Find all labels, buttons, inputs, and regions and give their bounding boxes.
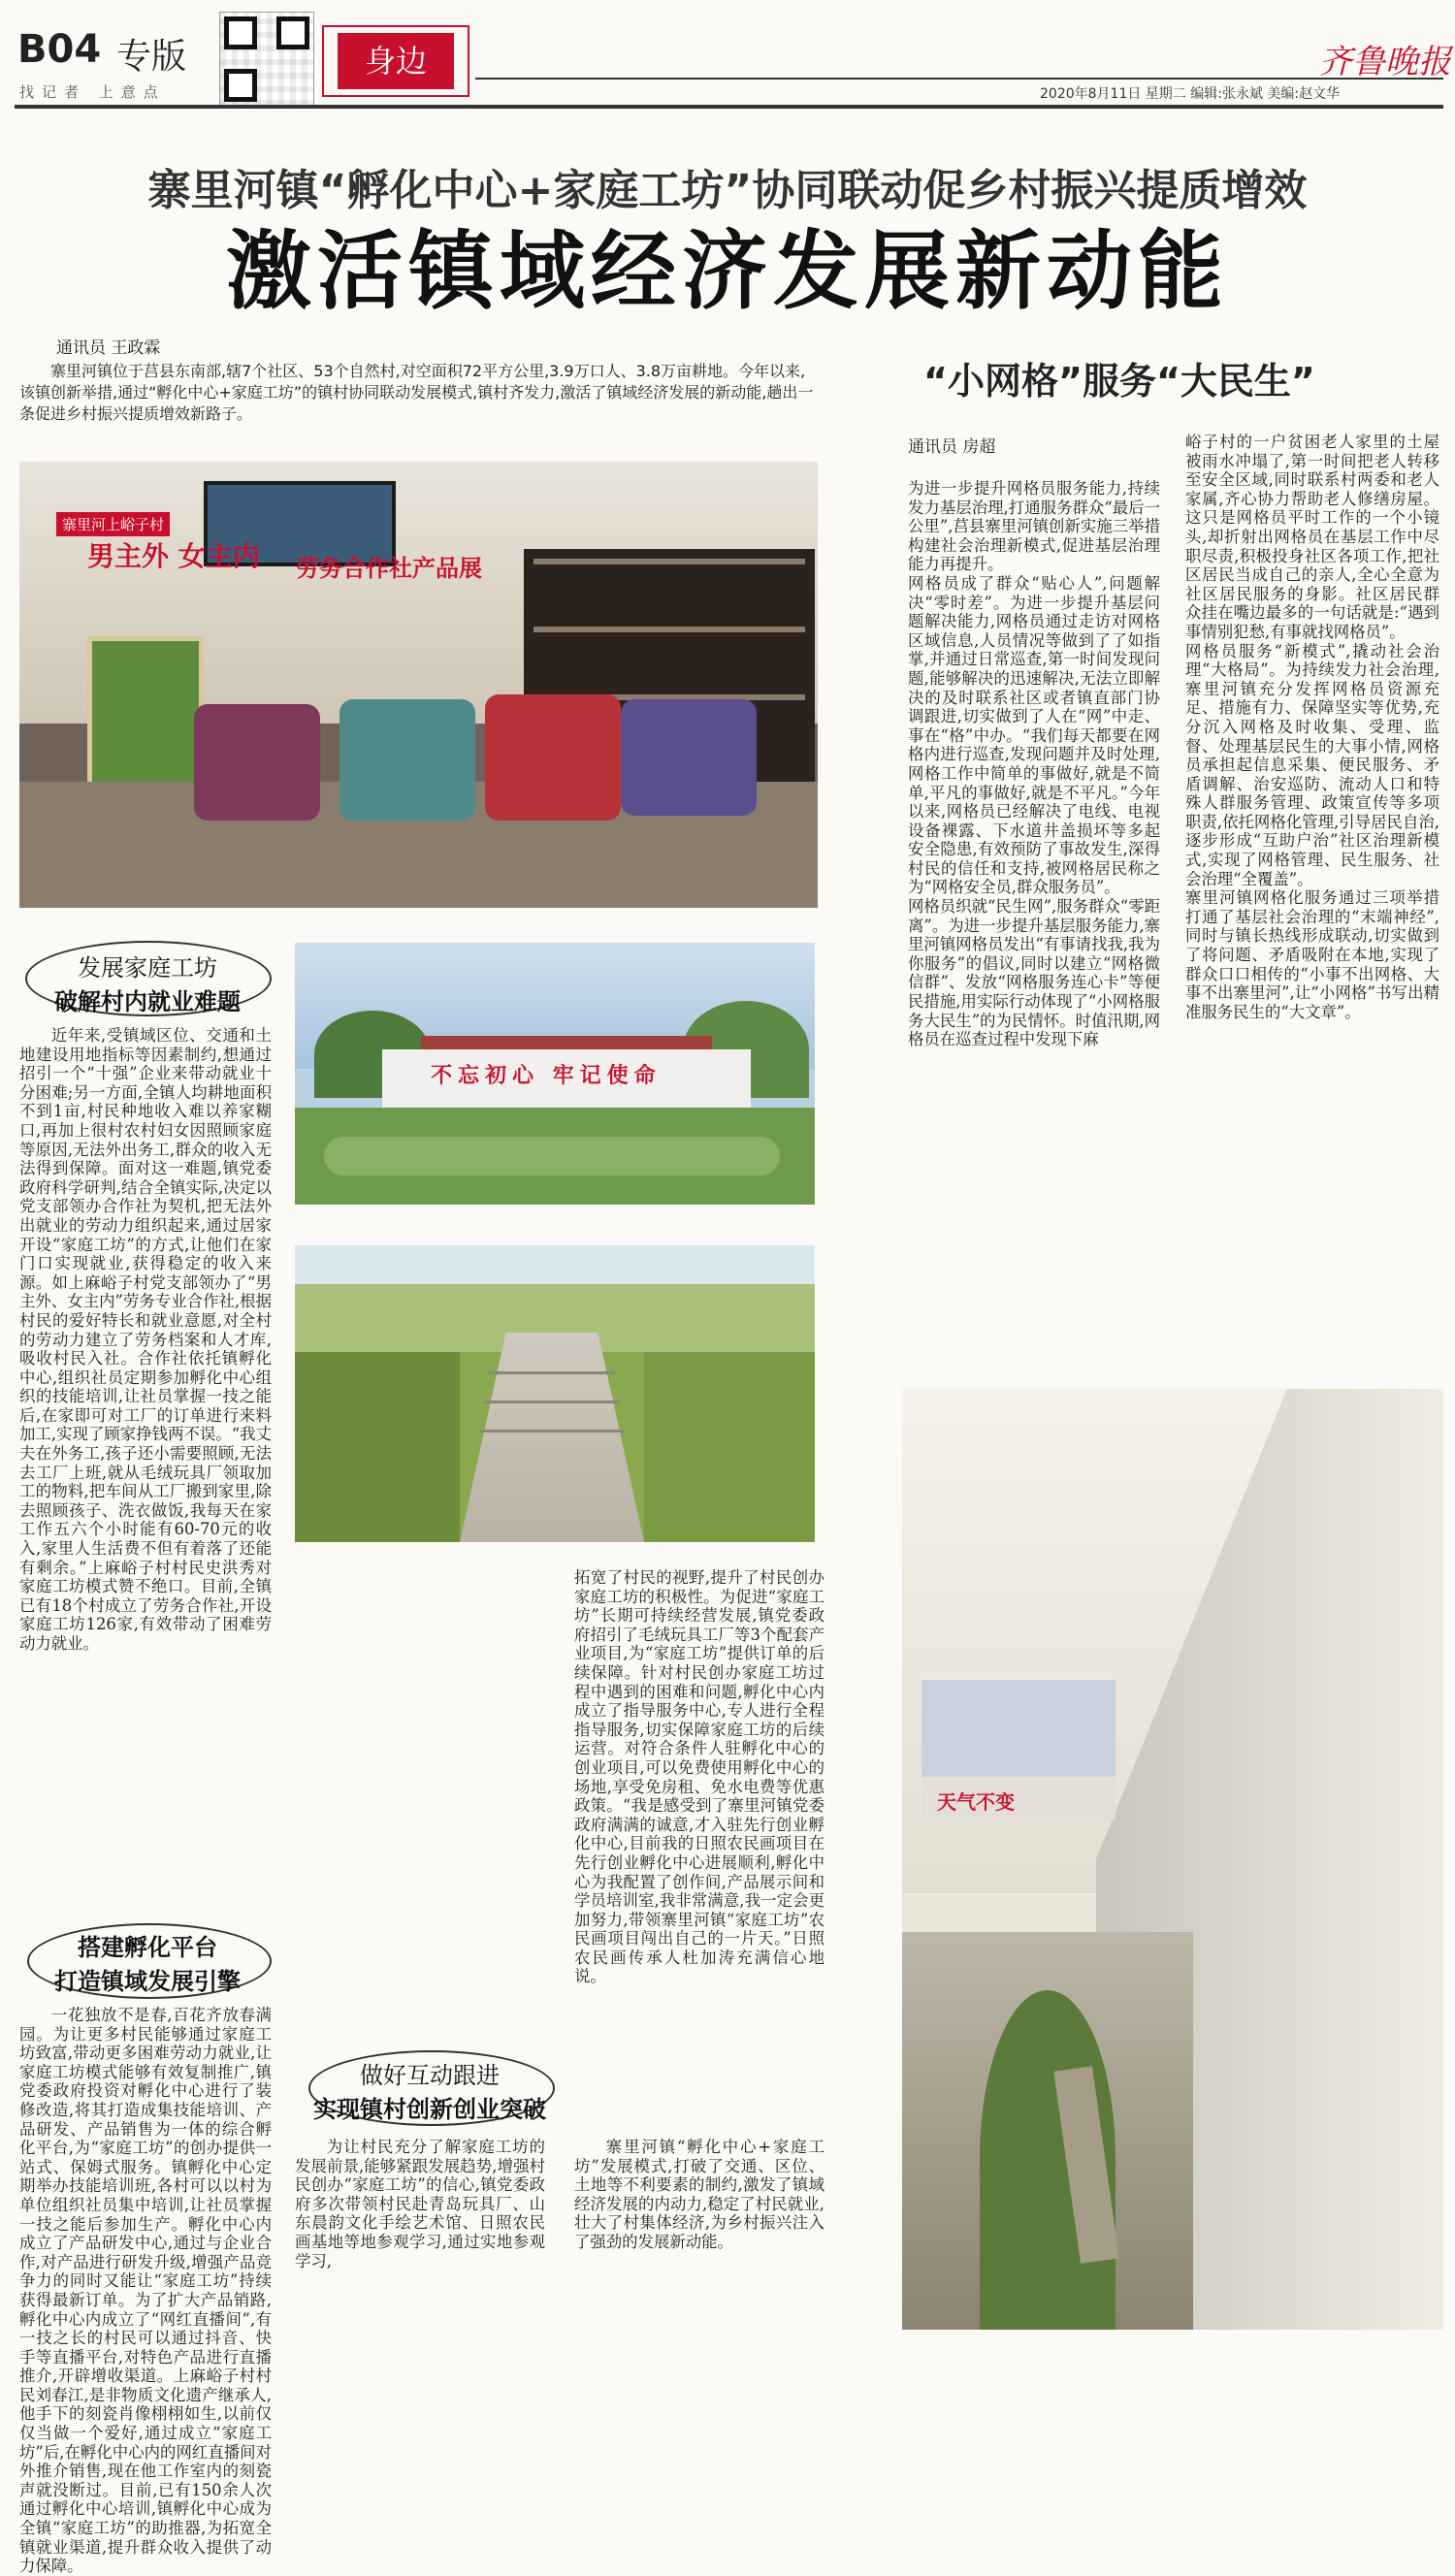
kicker: 寨里河镇“孵化中心+家庭工坊”协同联动促乡村振兴提质增效 [147, 166, 1308, 215]
subhead-2-line-1: 搭建孵化平台 [78, 1934, 217, 1961]
article-byline: 通讯员 王政霖 [56, 338, 161, 358]
photo-garden-steps [295, 1245, 815, 1542]
subhead-2 [23, 1928, 272, 1996]
page-number: B04 [17, 27, 102, 72]
shop-sign-village: 寨里河上峪子村 [56, 512, 170, 536]
lane-wall-sign: 天气不变 [937, 1790, 1015, 1814]
wall-slogan: 不忘初心 牢记使命 [431, 1064, 662, 1088]
subhead-2-line-2: 打造镇域发展引擎 [54, 1968, 241, 1995]
section-1-body: 近年来,受镇域区位、交通和土地建设用地指标等因素制约,想通过招引一个“十强”企业来带动就业十分困难;另一方面,全镇人均耕地面积不到1亩,村民种地收入难以养家糊口,再加上很村农村妇女因照顾家庭等原因,无法外出务工,群众的收入无法得到保障。面对这一难题,镇党委政府科学研判,结合全镇实际,决定以党支部领办合作社为契机,把无法外出就业的劳动力组织起来,通过居家开设“家庭工坊”的方式,让他们在家门口实现就业,获得稳定的收入来源。如上麻峪子村党支部领办了“男主外、女主内”劳务专业合作社,根据村民的爱好特长和就业意愿,对全村的劳动力建立了劳务档案和人才库,吸收村民入社。合作社依托镇孵化中心,组织社员定期参加孵化中心组织的技能培训,让社员掌握一技之能后,在家即可对工厂的订单进行来料加工,实现了顾家挣钱两不误。“我丈夫在外务工,孩子还小需要照顾,无法去工厂上班,就从毛绒玩具厂领取加工的物料,把车间从工厂搬到家里,除去照顾孩子、洗衣做饭,我每天在家工作五六个小时能有60-70元的收入,家里人生活费不但有着落了还能有剩余。”上麻峪子村村民史洪秀对家庭工坊模式赞不绝口。目前,全镇已有18个村成立了劳务合作社,开设家庭工坊126家,有效带动了困难劳动力就业。 [19, 1026, 272, 1653]
qr-code-icon [219, 12, 314, 107]
photo-village-lane [902, 1389, 1443, 2330]
section-2-body-col-1: 一花独放不是春,百花齐放春满园。为让更多村民能够通过家庭工坊致富,带动更多困难劳动力就业,让家庭工坊模式能够有效复制推广,镇党委政府投资对孵化中心进行了装修改造,将其打造成集技能培训、产品研发、产品销售为一体的综合孵化平台,为“家庭工坊”的创办提供一站式、保姆式服务。镇孵化中心定期举办技能培训班,各村可以以村为单位组织社员集中培训,让社员掌握一技之能后参加生产。孵化中心内成立了产品研发中心,通过与企业合作,对产品进行研发升级,增强产品竞争力的同时又能让“家庭工坊”持续获得最新订单。为了扩大产品销路,孵化中心内成立了“网红直播间”,有一技之长的村民可以通过抖音、快手等直播平台,对特色产品进行直播推介,开辟增收渠道。上麻峪子村村民刘春江,是非物质文化遗产继承人,他手下的刻瓷肖像栩栩如生,以前仅仅当做一个爱好,通过成立“家庭工坊”后,在孵化中心内的网红直播间对外推介销售,现在他工作室内的刻瓷声就没断过。目前,已有150余人次通过孵化中心培训,镇孵化中心成为全镇“家庭工坊”的助推器,为拓宽全镇就业渠道,提升群众收入提供了动力保障。 [19, 2006, 272, 2576]
subhead-3 [291, 2056, 568, 2124]
sidebar-column-2: 峪子村的一户贫困老人家里的土屋被雨水冲塌了,第一时间把老人转移至安全区域,同时联系村两委和老人家属,齐心协力帮助老人修缮房屋。这只是网格员平时工作的一个小镜头,却折射出网格员在基层工作中尽职尽责,积极投身社区各项工作,把社区居民当成自己的亲人,全心全意为社区居民服务的身影。社区居民群众挂在嘴边最多的一句话就是:“遇到事情别犯愁,有事就找网格员”。 网格员服务“新模式”,撬动社会治理“大格局”。为持续发力社会治理,寨里河镇充分发挥网格员资源充足、措施有力、保障坚实等优势,充分沉入网格及时收集、受理、监督、处理基层民生的大事小情,网格员承担起信息采集、便民服务、矛盾调解、治安巡防、流动人口和特殊人群服务管理、政策宣传等多项职责,依托网格化管理,引导居民自治,逐步形成“互助户治”社区治理新模式,实现了网格管理、民生服务、社会治理“全覆盖”。 寨里河镇网格化服务通过三项举措打通了基层社会治理的“末端神经”,同时与镇长热线形成联动,切实做到了将问题、矛盾吸附在本地,实现了群众口口相传的“小事不出网格、大事不出寨里河”,让“小网格”书写出精准服务民生的“大文章”。 [1185, 433, 1439, 1021]
section-2-body-continued [295, 1568, 545, 2044]
photo-village-slogan-wall [295, 943, 815, 1205]
subhead-1 [23, 949, 272, 1016]
shop-sign-exhibit: 劳务合作社产品展 [296, 555, 482, 582]
section-3-body-c: 寨里河镇“孵化中心+家庭工坊”发展模式,打破了交通、区位、土地等不利要素的制约,激发了镇域经济发展的内动力,稳定了村民就业,壮大了村集体经济,为乡村振兴注入了强劲的发展新动能。 [574, 2138, 824, 2251]
shop-sign-motto: 男主外 女主内 [87, 540, 260, 572]
edition-label: 专版 [116, 37, 187, 77]
headline: 激活镇域经济发展新动能 [225, 221, 1229, 321]
masthead-logo: 齐鲁晚报 [1319, 43, 1451, 81]
subhead-1-line-1: 发展家庭工坊 [78, 954, 217, 982]
section-tag: 身边 [338, 33, 454, 89]
sidebar-title: “小网格”服务“大民生” [923, 360, 1315, 402]
subhead-3-line-2: 实现镇村创新创业突破 [313, 2096, 546, 2123]
section-3-body-b: 拓宽了村民的视野,提升了村民创办家庭工坊的积极性。为促进“家庭工坊”长期可持续经营发展,镇党委政府招引了毛绒玩具工厂等3个配套产业项目,为“家庭工坊”提供订单的后续保障。针对村民创办家庭工坊过程中遇到的困难和问题,孵化中心内成立了指导服务中心,专人进行全程指导服务,切实保障家庭工坊的后续运营。对符合条件人驻孵化中心的创业项目,可以免费使用孵化中心的场地,享受免房租、免水电费等优惠政策。“我是感受到了寨里河镇党委政府满满的诚意,才入驻先行创业孵化中心,目前我的日照农民画项目在先行创业孵化中心进展顺利,孵化中心为我配置了创作间,产品展示间和学员培训室,我非常满意,我一定会更加努力,带领寨里河镇“家庭工坊”农民画项目闯出自己的一片天。”日照农民画传承人杜加涛充满信心地说。 [574, 1568, 824, 1986]
sidebar-column-1: 为进一步提升网格员服务能力,持续发力基层治理,打通服务群众“最后一公里”,莒县寨里河镇创新实施三举措构建社会治理新模式,促进基层治理能力再提升。 网格员成了群众“贴心人”,问题解决“零时差”。为进一步提升基层问题解决能力,网格员通过走访对网格区域信息,人员情况等做到了了如指掌,并通过日常巡查,第一时间发现问题,能够解决的迅速解决,无法立即解决的及时联系社区或者镇直部门协调跟进,切实做到了人在“网”中走、事在“格”中办。“我们每天都要在网格内进行巡查,发现问题并及时处理,网格工作中简单的事做好,就是不简单,平凡的事做好,就是不平凡。”今年以来,网格员已经解决了电线、电视设备裸露、下水道井盖损坏等多起安全隐患,有效预防了事故发生,深得村民的信任和支持,被网格居民称之为“网格安全员,群众服务员”。 网格员织就“民生网”,服务群众“零距离”。为进一步提升基层服务能力,寨里河镇网格员发出“有事请找我,我为你服务”的倡议,同时以建立“网格微信群”、发放“网格服务连心卡”等便民措施,用实际行动体现了“小网格服务大民生”的为民情怀。时值汛期,网格员在巡查过程中发现下麻 [908, 479, 1160, 1049]
section-3-body-a: 为让村民充分了解家庭工坊的发展前景,能够紧跟发展趋势,增强村民创办“家庭工坊”的信心,镇党委政府多次带领村民赴青岛玩具厂、山东晨韵文化手绘艺术馆、日照农民画基地等地参观学习,通过实地参观学习, [295, 2138, 545, 2270]
article-lead: 寨里河镇位于莒县东南部,辖7个社区、53个自然村,对空面积72平方公里,3.9万口人、3.8万亩耕地。今年以来,该镇创新举措,通过“孵化中心+家庭工坊”的镇村协同联动发展模式,镇村齐发力,激活了镇域经济发展的新动能,趟出一条促进乡村振兴提质增效新路子。 [19, 362, 814, 423]
header-rule [475, 78, 1443, 80]
top-rule [15, 105, 1443, 109]
dateline: 2020年8月11日 星期二 编辑:张永斌 美编:赵文华 [1040, 86, 1341, 102]
subhead-3-line-1: 做好互动跟进 [360, 2062, 500, 2089]
sidebar-byline: 通讯员 房超 [908, 437, 996, 457]
subhead-1-line-2: 破解村内就业难题 [54, 988, 241, 1015]
photo-product-showroom [19, 462, 818, 908]
slogan: 找记者 上意点 [19, 83, 166, 101]
